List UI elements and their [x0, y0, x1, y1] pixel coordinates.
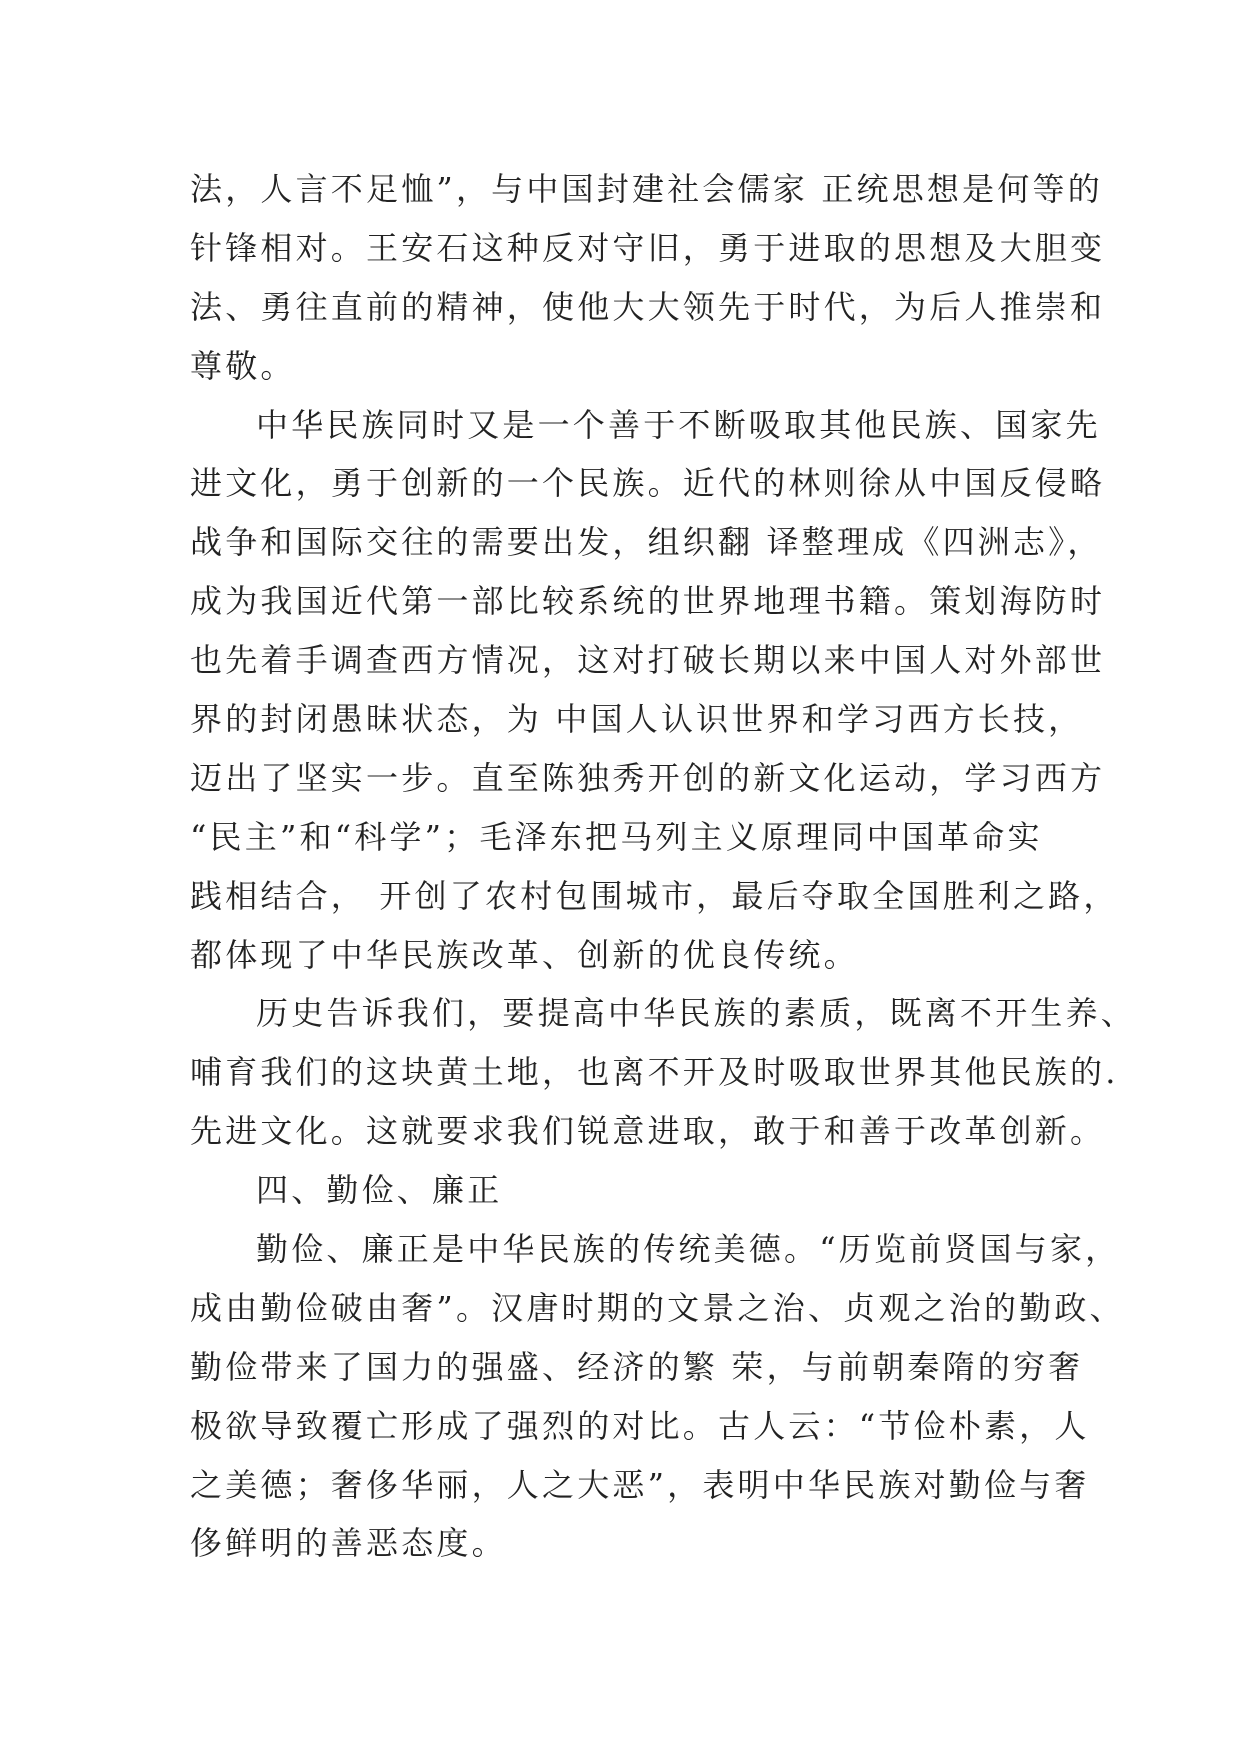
text-line: 尊敬。 [190, 346, 296, 385]
body-text [190, 160, 1137, 1573]
text-line: 先进文化。这就要求我们锐意进取，敢于和善于改革创新。 [190, 1112, 1106, 1151]
text-line: 战争和国际交往的需要出发，组织翻 译整理成《四洲志》， [190, 523, 1103, 562]
text-line: 践相结合， 开创了农村包围城市，最后夺取全国胜利之路， [190, 876, 1119, 915]
text-line: 成由勤俭破由奢”。汉唐时期的文景之治、贞观之治的勤政、 [190, 1288, 1125, 1327]
text-line: 极欲导致覆亡形成了强烈的对比。古人云：“节俭朴素，人 [190, 1406, 1090, 1445]
section-heading: 四、勤俭、廉正 [256, 1171, 503, 1210]
text-line: 都体现了中华民族改革、创新的优良传统。 [190, 935, 859, 974]
text-line: 哺育我们的这块黄土地，也离不开及时吸取世界其他民族的. [190, 1053, 1119, 1092]
text-line: 侈鲜明的善恶态度。 [190, 1524, 507, 1563]
text-line: 进文化，勇于创新的一个民族。近代的林则徐从中国反侵略 [190, 464, 1106, 503]
paragraph-first-line: 勤俭、廉正是中华民族的传统美德。“历览前贤国与家， [256, 1230, 1121, 1269]
text-line: 也先着手调查西方情况，这对打破长期以来中国人对外部世 [190, 641, 1106, 680]
text-line: 界的封闭愚昧状态，为 中国人认识世界和学习西方长技， [190, 700, 1084, 739]
text-line: 勤俭带来了国力的强盛、经济的繁 荣，与前朝秦隋的穷奢 [190, 1347, 1084, 1386]
text-line: 迈出了坚实一步。直至陈独秀开创的新文化运动，学习西方 [190, 758, 1106, 797]
text-line: 之美德；奢侈华丽，人之大恶”，表明中华民族对勤俭与奢 [190, 1465, 1090, 1504]
paragraph-first-line: 历史告诉我们，要提高中华民族的素质，既离不开生养、 [256, 994, 1137, 1033]
text-line: 法、勇往直前的精神，使他大大领先于时代，为后人推崇和 [190, 287, 1106, 326]
text-line: “民主”和“科学”；毛泽东把马列主义原理同中国革命实 [190, 817, 1043, 856]
text-line: 针锋相对。王安石这种反对守旧，勇于进取的思想及大胆变 [190, 228, 1106, 267]
text-line: 法，人言不足恤”，与中国封建社会儒家 正统思想是何等的 [190, 170, 1103, 208]
paragraph-first-line: 中华民族同时又是一个善于不断吸取其他民族、国家先 [256, 405, 1101, 444]
text-line: 成为我国近代第一部比较系统的世界地理书籍。策划海防时 [190, 582, 1106, 621]
